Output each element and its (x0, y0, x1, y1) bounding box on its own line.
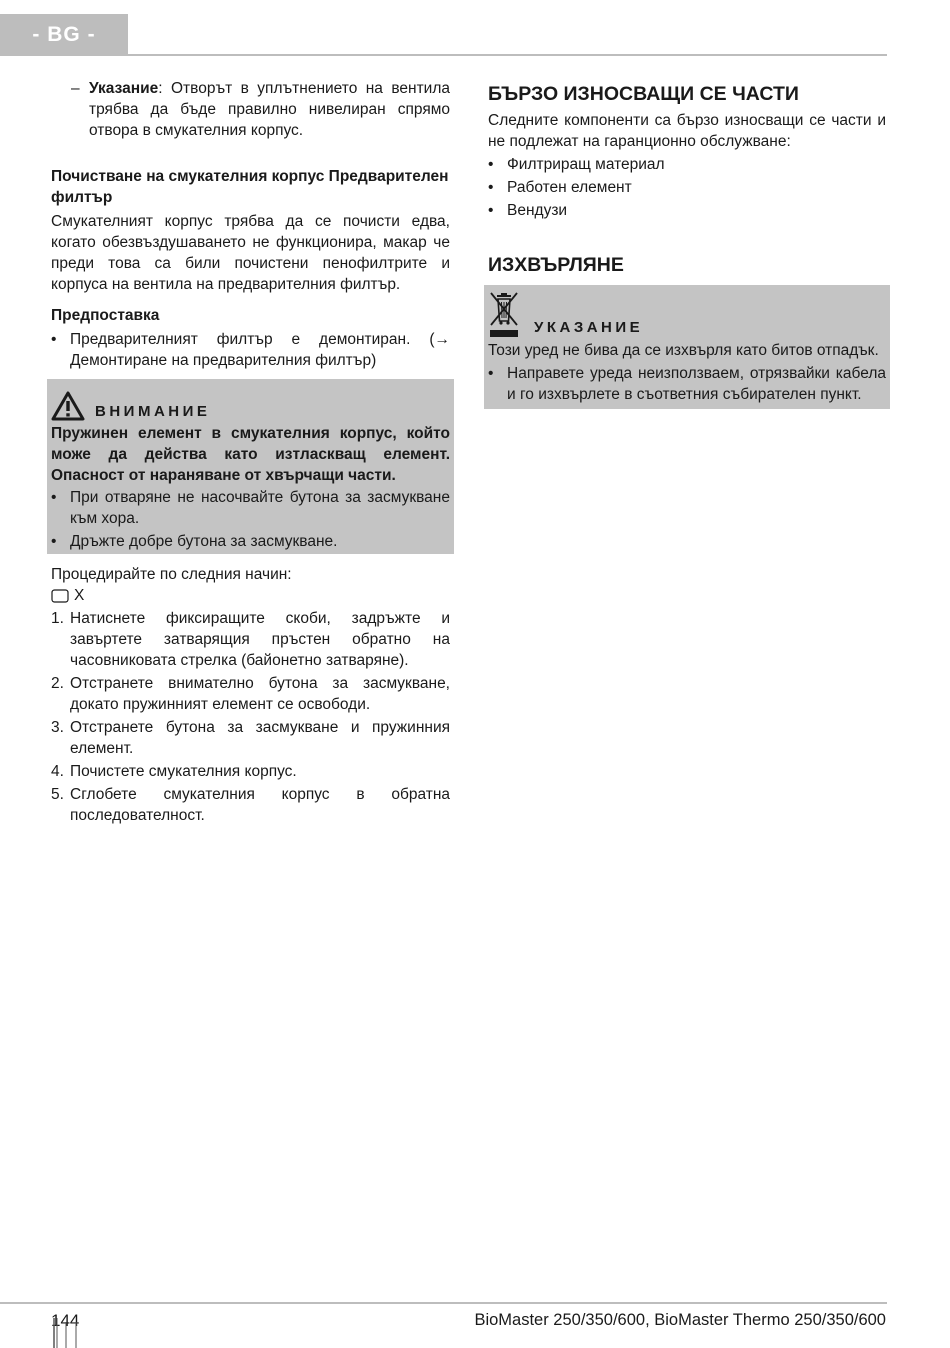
warning-item (51, 487, 450, 529)
section-body: Смукателният корпус трябва да се почисти едва, когато обезвъздушаването не функционира, макар че преди това са били почистени пенофилтрите и корпуса на вентила на предварителния филтър. (51, 213, 450, 293)
bullet: • (488, 202, 494, 219)
page-number: 144 (51, 1311, 80, 1330)
wear-part-text: Вендузи (507, 202, 568, 219)
crossed-bin-icon (488, 291, 520, 338)
crop-marks-icon (51, 1318, 81, 1348)
step-item (51, 673, 450, 715)
step-number: 5. (51, 786, 64, 803)
step-number: 4. (51, 763, 64, 780)
step-item (51, 717, 450, 759)
warning-item (51, 531, 450, 552)
step-text: Отстранете бутона за засмукване и пружинния елемент. (70, 719, 450, 757)
warning-item-text: При отваряне не насочвайте бутона за засмукване към хора. (70, 489, 450, 527)
warning-title: ВНИМАНИЕ (95, 403, 211, 420)
wear-part-item (488, 177, 886, 198)
wear-part-item (488, 154, 886, 175)
step-text: Натиснете фиксиращите скоби, задръжте и завъртете затварящия пръстен обратно на часовниковата стрелка (байонетно затваряне). (70, 610, 450, 669)
section-heading: Почистване на смукателния корпус Предварителен филтър (51, 168, 449, 206)
step-number: 3. (51, 719, 64, 736)
warning-triangle-icon (51, 391, 85, 421)
note-text: : Отворът в уплътнението на вентила трябва да бъде правилно нивелиран спрямо отвора в смукателния корпус. (89, 80, 450, 139)
disposal-note-box (484, 285, 890, 409)
bullet: • (488, 179, 494, 196)
note-title: УКАЗАНИЕ (534, 319, 644, 336)
step-text: Сглобете смукателния корпус в обратна последователност. (70, 786, 450, 824)
step-number: 1. (51, 610, 64, 627)
bullet: • (488, 365, 494, 382)
steps-list (51, 608, 450, 826)
right-column (488, 80, 886, 409)
step-text: Отстранете внимателно бутона за засмукване, докато пружинният елемент се освободи. (70, 675, 450, 713)
step-item (51, 608, 450, 671)
bottom-rule (0, 1302, 887, 1304)
prereq-item (51, 329, 450, 371)
left-column (51, 78, 450, 826)
note-text: Този уред не бива да се изхвърля като битов отпадък. (488, 342, 879, 359)
prereq-heading: Предпоставка (51, 307, 160, 324)
wear-part-text: Работен елемент (507, 179, 632, 196)
note-header (488, 291, 886, 338)
note-item-text: Направете уреда неизползваем, отрязвайки кабела и го изхвърлете в съответния събирателен пункт. (507, 365, 886, 403)
figure-ref-text: X (74, 587, 85, 604)
step-item (51, 784, 450, 826)
note-item-body (89, 78, 450, 141)
warning-bold-text: Пружинен елемент в смукателния корпус, който може да действа като изтласкващ елемент. Опасност от нараняване от хвърчащи части. (51, 425, 450, 484)
wear-parts-heading: БЪРЗО ИЗНОСВАЩИ СЕ ЧАСТИ (488, 83, 799, 105)
wear-part-text: Филтриращ материал (507, 156, 665, 173)
warning-box (47, 379, 454, 554)
step-text: Почистете смукателния корпус. (70, 763, 297, 780)
note-item (488, 363, 886, 405)
bullet: • (51, 489, 57, 506)
footer-title: BioMaster 250/350/600, BioMaster Thermo 250/350/600 (474, 1311, 886, 1329)
language-tab: - BG - (0, 14, 128, 55)
step-item (51, 761, 450, 782)
figure-ref-icon (51, 589, 69, 603)
procedure-intro: Процедирайте по следния начин: (51, 566, 292, 583)
note-label: Указание (89, 80, 159, 97)
top-rule (0, 54, 887, 56)
note-item (51, 78, 450, 141)
prereq-item-text: Предварителният филтър е демонтиран. (→ Демонтиране на предварителния филтър) (70, 331, 450, 369)
bullet: • (51, 533, 57, 550)
wear-parts-list (488, 154, 886, 221)
bullet: • (488, 156, 494, 173)
warning-item-text: Дръжте добре бутона за засмукване. (70, 533, 338, 550)
step-number: 2. (51, 675, 64, 692)
disposal-heading: ИЗХВЪРЛЯНЕ (488, 254, 624, 276)
wear-part-item (488, 200, 886, 221)
bullet: • (51, 331, 57, 348)
dash-marker: – (71, 80, 80, 97)
prereq-list (51, 329, 450, 371)
figure-ref (51, 585, 450, 606)
wear-parts-intro: Следните компоненти са бързо износващи се части и не подлежат на гаранционно обслужване: (488, 112, 886, 150)
warning-header (51, 387, 450, 421)
